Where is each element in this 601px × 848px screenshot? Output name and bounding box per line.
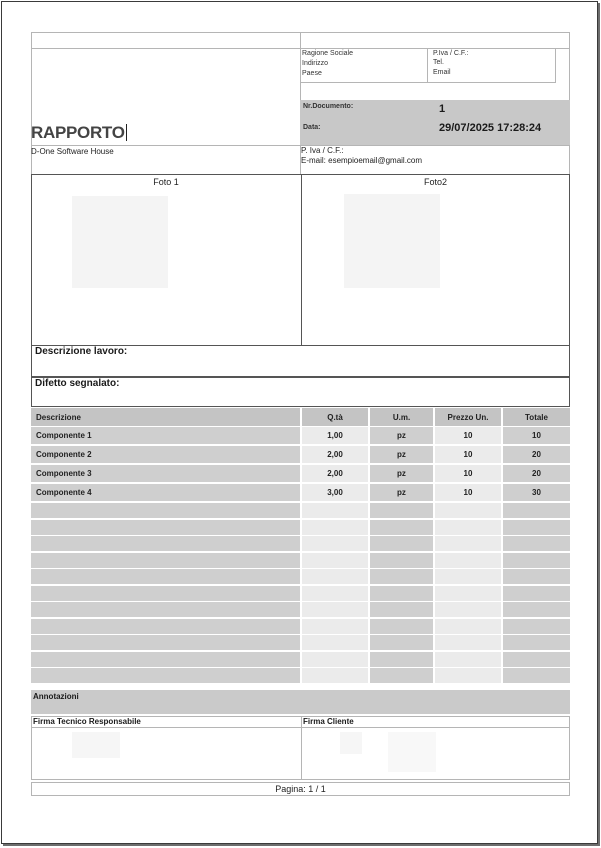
signatures-divider — [301, 716, 302, 780]
row-description: Componente 2 — [31, 446, 300, 463]
client-left-labels — [302, 49, 353, 78]
empty-cell — [435, 668, 501, 683]
row-quantity: 2,00 — [302, 465, 368, 482]
address-label: Indirizzo — [302, 60, 329, 67]
empty-cell — [370, 586, 433, 601]
row-quantity: 1,00 — [302, 427, 368, 444]
row-total: 20 — [503, 465, 570, 482]
row-unit: pz — [370, 465, 433, 482]
header-total: Totale — [503, 408, 570, 426]
technician-signature-area[interactable] — [72, 732, 120, 758]
empty-cell — [503, 635, 570, 650]
empty-cell — [435, 553, 501, 568]
empty-cell — [302, 520, 368, 535]
row-total: 20 — [503, 446, 570, 463]
text-cursor — [126, 124, 127, 141]
empty-cell — [435, 635, 501, 650]
empty-cell — [302, 586, 368, 601]
country-label: Paese — [302, 70, 322, 77]
empty-cell — [503, 520, 570, 535]
header-quantity: Q.tà — [302, 408, 368, 426]
email-label: Email — [433, 69, 451, 76]
empty-cell — [503, 668, 570, 683]
row-description: Componente 3 — [31, 465, 300, 482]
work-description-label: Descrizione lavoro: — [35, 346, 128, 357]
empty-cell — [435, 586, 501, 601]
empty-cell — [370, 652, 433, 667]
empty-cell — [435, 569, 501, 584]
row-unit-price: 10 — [435, 484, 501, 501]
photo1-placeholder[interactable] — [72, 196, 168, 288]
empty-cell — [31, 602, 300, 617]
client-signature-mark — [340, 732, 362, 754]
empty-cell — [31, 553, 300, 568]
annotations-box[interactable] — [31, 690, 570, 714]
row-unit-price: 10 — [435, 427, 501, 444]
empty-cell — [370, 619, 433, 634]
empty-cell — [302, 668, 368, 683]
empty-cell — [370, 569, 433, 584]
header-unit-price: Prezzo Un. — [435, 408, 501, 426]
empty-cell — [503, 503, 570, 518]
empty-cell — [435, 602, 501, 617]
empty-cell — [503, 602, 570, 617]
client-signature-label: Firma Cliente — [303, 717, 354, 726]
empty-cell — [435, 520, 501, 535]
empty-cell — [435, 652, 501, 667]
empty-cell — [31, 652, 300, 667]
empty-cell — [370, 602, 433, 617]
empty-cell — [435, 619, 501, 634]
empty-cell — [31, 569, 300, 584]
company-name: D-One Software House — [31, 147, 114, 156]
empty-cell — [31, 520, 300, 535]
row-quantity: 3,00 — [302, 484, 368, 501]
document-number-value: 1 — [439, 103, 446, 115]
row-description: Componente 4 — [31, 484, 300, 501]
row-quantity: 2,00 — [302, 446, 368, 463]
technician-signature-label: Firma Tecnico Responsabile — [33, 717, 141, 726]
empty-cell — [370, 503, 433, 518]
empty-cell — [31, 668, 300, 683]
row-description: Componente 1 — [31, 427, 300, 444]
page-number — [31, 784, 570, 794]
page-label: Pagina: — [275, 784, 306, 794]
empty-cell — [302, 569, 368, 584]
empty-cell — [370, 553, 433, 568]
header-description: Descrizione — [31, 408, 300, 426]
empty-cell — [503, 553, 570, 568]
empty-cell — [302, 553, 368, 568]
page-value: 1 / 1 — [308, 784, 326, 794]
document-number-label: Nr.Documento: — [303, 103, 354, 110]
empty-cell — [370, 668, 433, 683]
empty-cell — [302, 602, 368, 617]
empty-cell — [302, 536, 368, 551]
empty-cell — [503, 652, 570, 667]
client-vat-label: P.Iva / C.F.: — [433, 50, 469, 57]
empty-cell — [31, 503, 300, 518]
date-label: Data: — [303, 124, 321, 131]
empty-cell — [302, 619, 368, 634]
photos-divider — [301, 174, 302, 346]
client-right-labels — [433, 49, 468, 77]
row-unit-price: 10 — [435, 465, 501, 482]
empty-cell — [370, 536, 433, 551]
empty-cell — [370, 635, 433, 650]
photo2-placeholder[interactable] — [344, 194, 440, 288]
photo1-label: Foto 1 — [153, 177, 179, 187]
empty-cell — [435, 536, 501, 551]
row-unit: pz — [370, 427, 433, 444]
header-unit: U.m. — [370, 408, 433, 426]
signatures-header-line — [31, 727, 570, 728]
row-unit: pz — [370, 446, 433, 463]
empty-cell — [31, 619, 300, 634]
company-name-label: Ragione Sociale — [302, 50, 353, 57]
client-signature-area[interactable] — [388, 732, 436, 772]
photo2-label: Foto2 — [423, 177, 447, 187]
row-unit-price: 10 — [435, 446, 501, 463]
empty-cell — [302, 652, 368, 667]
annotations-label: Annotazioni — [33, 692, 79, 701]
client-info-divider — [427, 48, 428, 83]
empty-cell — [503, 536, 570, 551]
date-value: 29/07/2025 17:28:24 — [439, 122, 542, 134]
empty-cell — [302, 635, 368, 650]
empty-cell — [31, 635, 300, 650]
reported-defect-label: Difetto segnalato: — [35, 378, 120, 389]
email-line: E-mail: esempioemail@gmail.com — [301, 156, 423, 165]
row-unit: pz — [370, 484, 433, 501]
empty-cell — [503, 569, 570, 584]
empty-cell — [503, 586, 570, 601]
row-total: 10 — [503, 427, 570, 444]
row-total: 30 — [503, 484, 570, 501]
phone-label: Tel. — [433, 59, 444, 66]
empty-cell — [31, 536, 300, 551]
report-title[interactable]: RAPPORTO — [31, 123, 125, 142]
empty-cell — [31, 586, 300, 601]
empty-cell — [503, 619, 570, 634]
vat-line: P. Iva / C.F.: — [301, 146, 344, 155]
empty-cell — [302, 503, 368, 518]
empty-cell — [435, 503, 501, 518]
empty-cell — [370, 520, 433, 535]
